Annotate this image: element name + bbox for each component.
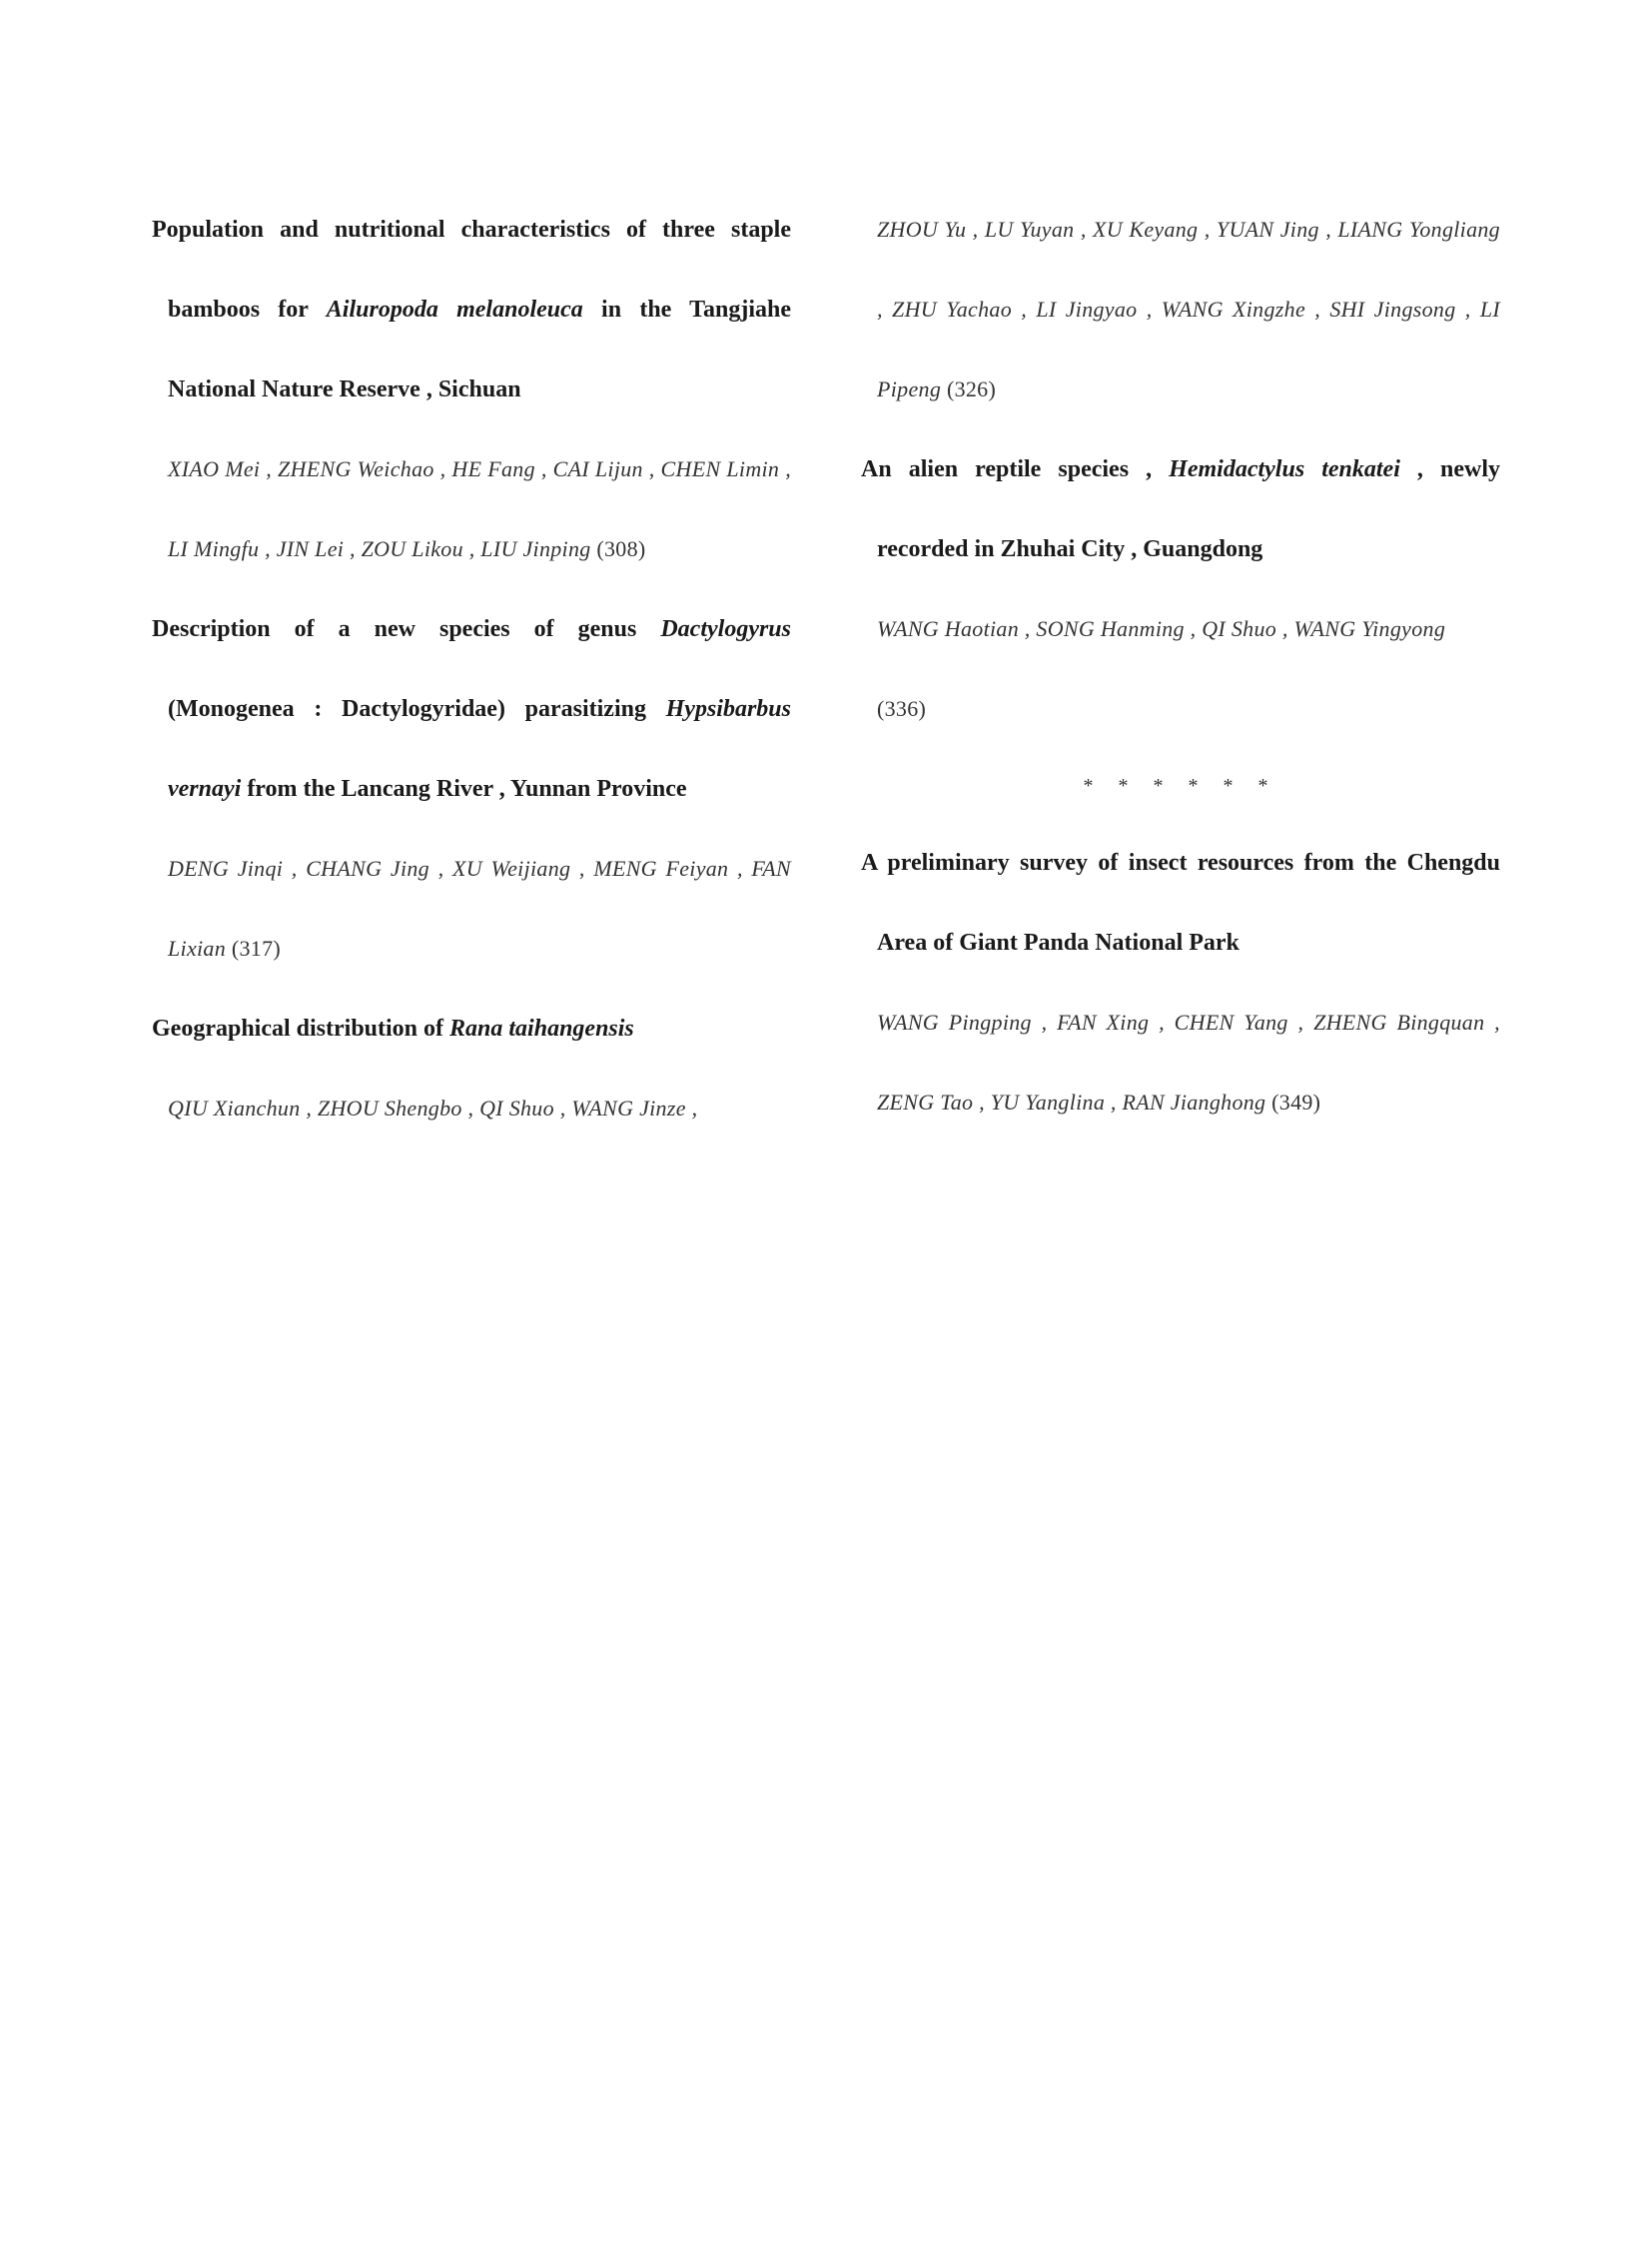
article-authors: QIU Xianchun , ZHOU Shengbo , QI Shuo , WANG Jinze ,: [168, 1096, 698, 1121]
article-title[interactable]: Description of a new species of genus Dactylogyrus (Monogenea : Dactylogyridae) parasitizing Hypsibarbus vernayi from the Lancang River , Yunnan Province: [152, 616, 791, 802]
article-authors: WANG Pingping , FAN Xing , CHEN Yang , ZHENG Bingquan , ZENG Tao , YU Yanglina , RAN Jianghong (349): [877, 1010, 1500, 1115]
toc-entry: [152, 190, 791, 589]
article-title[interactable]: Geographical distribution of Rana taihangensis: [152, 1016, 634, 1042]
toc-entry-continued: [861, 190, 1500, 429]
page-number: (317): [231, 936, 281, 961]
article-authors: WANG Haotian , SONG Hanming , QI Shuo , WANG Yingyong (336): [877, 616, 1446, 721]
toc-entry: [152, 589, 791, 989]
toc-entry: [861, 823, 1500, 1142]
section-separator: * * * * * *: [1083, 775, 1278, 797]
article-authors: ZHOU Yu , LU Yuyan , XU Keyang , YUAN Jing , LIANG Yongliang , ZHU Yachao , LI Jingyao , WANG Xingzhe , SHI Jingsong , LI Pipeng (326): [877, 217, 1500, 401]
toc-entry: [152, 989, 791, 1148]
article-title[interactable]: An alien reptile species , Hemidactylus tenkatei , newly recorded in Zhuhai City , Guangdong: [861, 456, 1500, 562]
article-authors: DENG Jinqi , CHANG Jing , XU Weijiang , MENG Feiyan , FAN Lixian (317): [168, 856, 791, 961]
article-title[interactable]: Population and nutritional characteristics of three staple bamboos for Ailuropoda melanoleuca in the Tangjiahe National Nature Reserve , Sichuan: [152, 217, 791, 402]
page-number: (336): [877, 696, 927, 721]
page-number: (326): [946, 376, 997, 401]
right-column: [861, 190, 1500, 1142]
article-title[interactable]: A preliminary survey of insect resources from the Chengdu Area of Giant Panda National Park: [861, 850, 1500, 956]
left-column: [152, 190, 791, 1148]
toc-entry: [861, 429, 1500, 749]
page-number: (308): [596, 536, 646, 561]
article-authors: XIAO Mei , ZHENG Weichao , HE Fang , CAI Lijun , CHEN Limin , LI Mingfu , JIN Lei , ZOU Likou , LIU Jinping (308): [168, 456, 791, 561]
page-number: (349): [1271, 1090, 1321, 1115]
